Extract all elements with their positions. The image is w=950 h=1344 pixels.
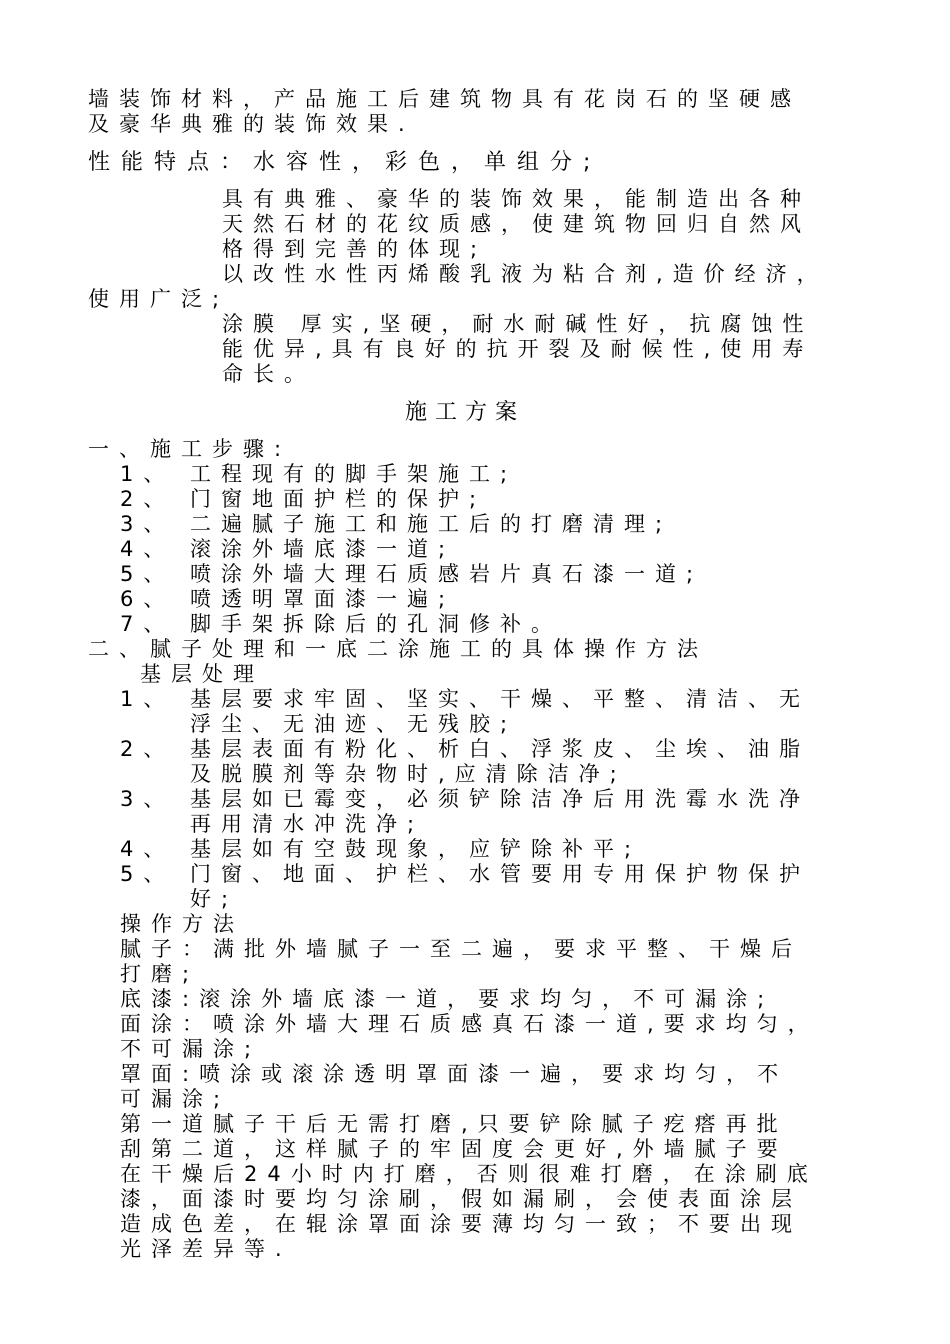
base-item-number: 4、 <box>120 837 175 861</box>
intro-line: 墙装饰材料，产品施工后建筑物具有花岗石的坚硬感 <box>88 87 801 111</box>
step-number: 2、 <box>120 487 175 511</box>
step-number: 4、 <box>120 537 175 561</box>
step-text: 滚涂外墙底漆一道; <box>190 537 456 561</box>
method-line: 可漏涂; <box>120 1087 231 1111</box>
base-item-line: 浮尘、无油迹、无残胶; <box>190 712 518 736</box>
method-line: 第一道腻子干后无需打磨,只要铲除腻子疙瘩再批 <box>120 1112 788 1136</box>
base-item-line: 基层如有空鼓现象，应铲除补平; <box>190 837 642 861</box>
method-line: 面涂：喷涂外墙大理石质感真石漆一道,要求均匀， <box>120 1012 819 1036</box>
sub-heading-method: 操作方法 <box>120 912 244 936</box>
feature-line: 能优异,具有良好的抗开裂及耐候性,使用寿 <box>222 337 814 361</box>
feature-line: 使用广泛; <box>88 287 230 311</box>
method-line: 在干燥后24小时内打磨，否则很难打磨，在涂刷底 <box>120 1162 818 1186</box>
intro-line: 及豪华典雅的装饰效果. <box>88 112 415 136</box>
method-line: 罩面:喷涂或滚涂透明罩面漆一遍，要求均匀，不 <box>120 1062 789 1086</box>
sub-heading-base: 基层处理 <box>140 662 264 686</box>
feature-line: 命长。 <box>222 362 315 386</box>
step-text: 脚手架拆除后的孔洞修补。 <box>190 612 562 636</box>
method-line: 腻子：满批外墙腻子一至二遍，要求平整、干燥后 <box>120 937 802 961</box>
method-line: 漆，面漆时要均匀涂刷，假如漏刷，会使表面涂层 <box>120 1187 802 1211</box>
base-item-number: 2、 <box>120 737 175 761</box>
step-number: 3、 <box>120 512 175 536</box>
feature-line: 天然石材的花纹质感，使建筑物回归自然风 <box>222 212 811 236</box>
base-item-number: 1、 <box>120 687 175 711</box>
step-text: 喷透明罩面漆一遍; <box>190 587 456 611</box>
feature-line: 格得到完善的体现; <box>222 237 488 261</box>
features-heading: 性能特点：水容性，彩色，单组分; <box>88 150 602 175</box>
base-item-line: 好; <box>190 887 239 911</box>
method-line: 打磨; <box>120 962 200 986</box>
base-item-line: 基层要求牢固、坚实、干燥、平整、清洁、无 <box>190 687 810 711</box>
base-item-line: 及脱膜剂等杂物时,应清除洁净; <box>190 762 627 786</box>
method-line: 光泽差异等. <box>120 1237 292 1261</box>
base-item-number: 3、 <box>120 787 175 811</box>
method-line: 底漆:滚涂外墙底漆一道，要求均匀，不可漏涂; <box>120 987 775 1011</box>
step-text: 二遍腻子施工和施工后的打磨清理; <box>190 512 673 536</box>
section2-heading: 二、腻子处理和一底二涂施工的具体操作方法 <box>88 637 708 661</box>
method-line: 造成色差，在辊涂罩面涂要薄均匀一致；不要出现 <box>120 1212 802 1236</box>
base-item-line: 再用清水冲洗净; <box>190 812 425 836</box>
step-text: 工程现有的脚手架施工; <box>190 462 518 486</box>
method-line: 不可漏涂; <box>120 1037 262 1061</box>
feature-line: 涂膜 厚实,坚硬，耐水耐碱性好，抗腐蚀性 <box>222 312 814 336</box>
base-item-line: 门窗、地面、护栏、水管要用专用保护物保护 <box>190 862 810 886</box>
step-number: 1、 <box>120 462 175 486</box>
step-number: 5、 <box>120 562 175 586</box>
base-item-line: 基层表面有粉化、析白、浮浆皮、尘埃、油脂 <box>190 737 810 761</box>
base-item-line: 基层如已霉变，必须铲除洁净后用洗霉水洗净 <box>190 787 810 811</box>
step-number: 6、 <box>120 587 175 611</box>
step-text: 喷涂外墙大理石质感岩片真石漆一道; <box>190 562 704 586</box>
section1-heading: 一、施工步骤: <box>88 437 292 461</box>
plan-title: 施工方案 <box>405 400 526 425</box>
feature-line: 以改性水性丙烯酸乳液为粘合剂,造价经济， <box>222 262 828 286</box>
feature-line: 具有典雅、豪华的装饰效果，能制造出各种 <box>222 187 811 211</box>
method-line: 刮第二道，这样腻子的牢固度会更好,外墙腻子要 <box>120 1137 788 1161</box>
step-text: 门窗地面护栏的保护; <box>190 487 487 511</box>
base-item-number: 5、 <box>120 862 175 886</box>
step-number: 7、 <box>120 612 175 636</box>
